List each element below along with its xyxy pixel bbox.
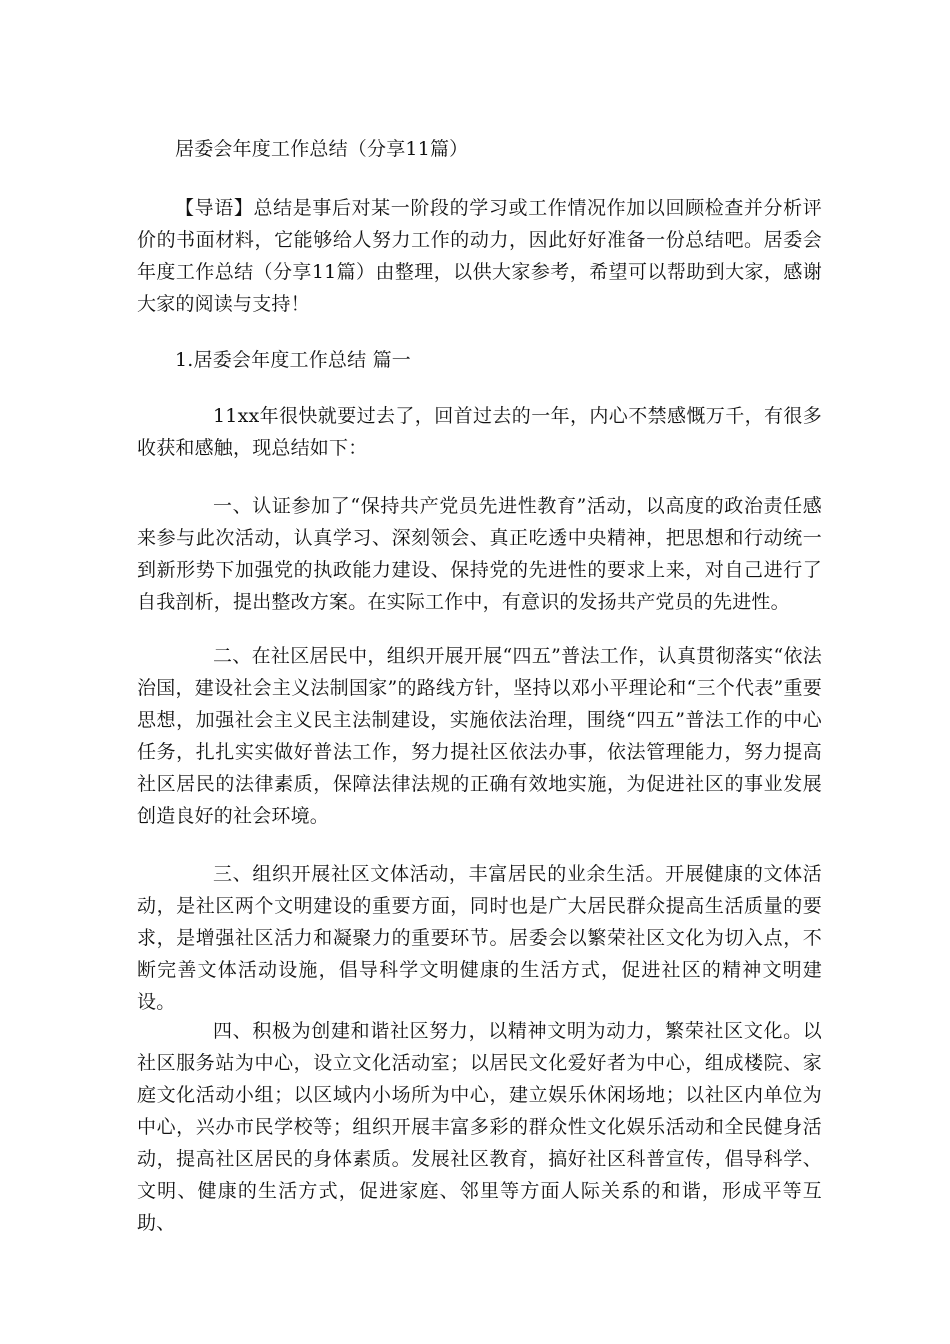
intro-paragraph: 【导语】总结是事后对某一阶段的学习或工作情况作加以回顾检查并分析评价的书面材料，它能够给人努力工作的动力，因此好好准备一份总结吧。居委会年度工作总结（分享11篇）由整理，以供大家参考，希望可以帮助到大家，感谢大家的阅读与支持！ <box>137 197 822 315</box>
section-heading: 1.居委会年度工作总结 篇一 <box>175 349 411 371</box>
body-paragraph: 一、认证参加了“保持共产党员先进性教育”活动，以高度的政治责任感来参与此次活动，认真学习、深刻领会、真正吃透中央精神，把思想和行动统一到新形势下加强党的执政能力建设、保持党的先进性的要求上来，对自己进行了自我剖析，提出整改方案。在实际工作中，有意识的发扬共产党员的先进性。 <box>137 495 822 613</box>
body-paragraph: 四、积极为创建和谐社区努力，以精神文明为动力，繁荣社区文化。以社区服务站为中心，设立文化活动室；以居民文化爱好者为中心，组成楼院、家庭文化活动小组；以区域内小场所为中心，建立娱乐休闲场地；以社区内单位为中心，兴办市民学校等；组织开展丰富多彩的群众性文化娱乐活动和全民健身活动，提高社区居民的身体素质。发展社区教育，搞好社区科普宣传，倡导科学、文明、健康的生活方式，促进家庭、邻里等方面人际关系的和谐，形成平等互助、 <box>137 1020 822 1234</box>
body-paragraph: 二、在社区居民中，组织开展开展“四五”普法工作，认真贯彻落实“依法治国，建设社会主义法制国家”的路线方针，坚持以邓小平理论和“三个代表”重要思想，加强社会主义民主法制建设，实施依法治理，围绕“四五”普法工作的中心任务，扎扎实实做好普法工作，努力提社区依法办事，依法管理能力，努力提高社区居民的法律素质，保障法律法规的正确有效地实施，为促进社区的事业发展创造良好的社会环境。 <box>137 645 822 827</box>
document-title: 居委会年度工作总结（分享11篇） <box>175 138 469 160</box>
body-paragraph: 三、组织开展社区文体活动，丰富居民的业余生活。开展健康的文体活动，是社区两个文明建设的重要方面，同时也是广大居民群众提高生活质量的要求，是增强社区活力和凝聚力的重要环节。居委会以繁荣社区文化为切入点，不断完善文体活动设施，倡导科学文明健康的生活方式，促进社区的精神文明建设。 <box>137 863 822 1013</box>
body-paragraph: 11xx年很快就要过去了，回首过去的一年，内心不禁感慨万千，有很多收获和感触，现总结如下： <box>137 405 822 459</box>
